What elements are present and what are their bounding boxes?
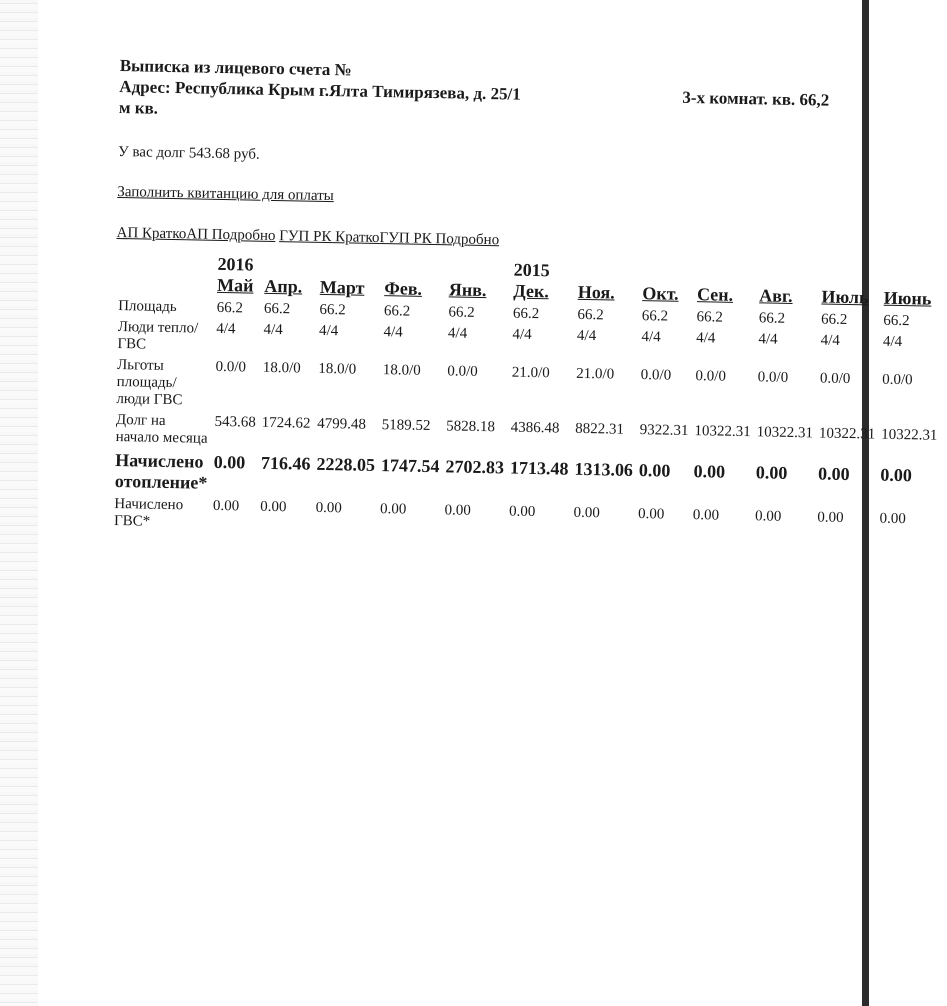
table-cell: 1724.62	[261, 414, 311, 432]
month-header	[756, 262, 819, 309]
month-header	[575, 259, 640, 306]
row-label: Начислено ГВС*	[113, 495, 184, 530]
table-cell: 8822.31	[575, 420, 625, 438]
table-cell: 21.0/0	[511, 364, 550, 382]
table-cell: 4/4	[263, 321, 283, 339]
month-header	[510, 258, 575, 305]
table-cell: 543.68	[214, 413, 256, 431]
table-cell: 66.2	[883, 312, 910, 330]
table-cell: 0.00	[754, 508, 782, 525]
month-link[interactable]: Авг.	[759, 285, 793, 306]
table-cell: 0.0/0	[819, 370, 851, 388]
gup-rk-detailed-link[interactable]: ГУП РК Подробно	[379, 230, 500, 249]
month-header	[881, 265, 944, 312]
table-cell: 4/4	[318, 322, 339, 340]
table-cell: 0.00	[379, 501, 407, 518]
table-cell: 4386.48	[510, 419, 560, 437]
table-cell: 10322.31	[818, 425, 876, 443]
table-cell: 5828.18	[446, 418, 496, 436]
month-header	[694, 261, 757, 308]
table-cell: 66.2	[383, 303, 411, 320]
address-line: Адрес: Республика Крым г.Ялта Тимирязева, д. 25/1	[119, 76, 521, 104]
table-cell: 10322.31	[756, 424, 814, 442]
table-cell: 0.00	[880, 464, 913, 486]
scan-shadow-left	[0, 0, 38, 1006]
table-cell: 66.2	[216, 299, 244, 317]
table-cell: 5189.52	[381, 417, 431, 435]
table-cell: 0.00	[444, 502, 472, 519]
fill-receipt-link[interactable]: Заполнить квитанцию для оплаты	[117, 183, 334, 205]
row-label: Льготы площадь/ люди ГВС	[116, 357, 183, 409]
row-label: Начислено отопление*	[114, 449, 208, 493]
month-header	[639, 260, 695, 307]
debt-notice: У вас долг 543.68 руб.	[117, 143, 260, 163]
table-cell: 0.00	[817, 463, 850, 485]
table-cell: 18.0/0	[382, 362, 421, 379]
table-cell: 18.0/0	[262, 359, 301, 377]
month-link[interactable]: Май	[216, 274, 254, 296]
table-cell: 66.2	[696, 309, 724, 326]
table-cell: 0.0/0	[640, 367, 672, 384]
statement-title: Выписка из лицевого счета №	[119, 55, 352, 80]
month-link[interactable]: Сен.	[696, 284, 734, 305]
table-cell: 0.0/0	[215, 358, 247, 376]
table-cell: 0.00	[692, 507, 720, 524]
table-cell: 0.0/0	[695, 368, 727, 385]
month-header	[381, 255, 446, 302]
table-cell: 4/4	[758, 331, 778, 348]
table-cell: 0.00	[259, 498, 287, 516]
year-label: 2016	[217, 253, 254, 275]
table-cell: 0.00	[508, 503, 536, 521]
table-cell: 66.2	[263, 300, 291, 318]
table-cell: 66.2	[448, 304, 475, 321]
table-cell: 1313.06	[574, 458, 634, 480]
month-link[interactable]: Фев.	[384, 278, 423, 299]
apartment-info: 3-х комнат. кв. 66,2	[682, 87, 830, 110]
table-cell: 0.00	[879, 510, 906, 528]
table-cell: 1713.48	[509, 457, 569, 479]
table-cell: 4/4	[882, 333, 903, 351]
table-cell: 4/4	[641, 329, 661, 346]
table-cell: 21.0/0	[576, 365, 615, 383]
month-link[interactable]: Янв.	[448, 279, 487, 301]
table-cell: 4/4	[696, 330, 716, 347]
table-cell: 2228.05	[316, 453, 376, 475]
row-label: Площадь	[118, 298, 177, 316]
table-cell: 0.00	[637, 506, 665, 523]
statement-sheet	[111, 55, 938, 546]
ap-detailed-link[interactable]: АП Подробно	[186, 226, 276, 245]
table-cell: 4/4	[512, 326, 532, 343]
table-cell: 0.00	[315, 499, 343, 517]
row-label: Люди тепло/ГВС	[117, 319, 199, 353]
table-cell: 66.2	[758, 310, 786, 327]
table-cell: 2702.83	[445, 456, 505, 478]
table-cell: 9322.31	[639, 422, 689, 439]
month-link[interactable]: Июнь	[883, 287, 932, 309]
table-cell: 0.0/0	[882, 371, 913, 389]
table-cell: 4/4	[383, 324, 403, 341]
table-cell: 0.00	[638, 460, 671, 481]
table-cell: 66.2	[577, 306, 604, 324]
table-cell: 4/4	[216, 320, 236, 338]
account-table	[111, 250, 944, 548]
month-link[interactable]: Дек.	[513, 280, 550, 302]
month-link[interactable]: Март	[319, 276, 365, 298]
table-cell: 10322.31	[880, 426, 938, 444]
month-link[interactable]: Апр.	[264, 275, 303, 297]
ap-brief-link[interactable]: АП Кратко	[116, 224, 187, 243]
table-cell: 18.0/0	[318, 360, 357, 378]
area-unit: м кв.	[118, 97, 159, 118]
row-label: Долг на начало месяца	[115, 411, 208, 447]
table-cell: 0.00	[212, 497, 240, 515]
row-label-header	[115, 250, 214, 298]
table-cell: 66.2	[641, 308, 669, 325]
month-header	[214, 252, 262, 299]
month-header	[818, 263, 881, 310]
table-cell: 4799.48	[317, 415, 367, 433]
table-cell: 66.2	[319, 301, 346, 319]
year-label: 2015	[513, 259, 550, 281]
table-cell: 4/4	[576, 327, 597, 345]
month-link[interactable]: Ноя.	[577, 281, 615, 303]
month-link[interactable]: Июль	[821, 286, 869, 308]
month-header	[261, 253, 317, 300]
table-cell: 716.46	[260, 452, 311, 474]
month-link[interactable]: Окт.	[642, 283, 679, 304]
table-cell: 1747.54	[380, 455, 440, 477]
table-cell: 10322.31	[694, 423, 751, 441]
month-header	[446, 256, 511, 303]
account-table-body	[111, 296, 943, 548]
report-links	[116, 225, 826, 256]
table-cell: 0.0/0	[757, 369, 789, 386]
table-cell: 0.00	[573, 504, 600, 522]
table-cell: 66.2	[512, 305, 540, 323]
table-cell: 66.2	[820, 311, 848, 329]
table-cell: 4/4	[820, 332, 841, 349]
table-cell: 0.00	[693, 461, 726, 482]
table-cell: 0.0/0	[447, 363, 478, 380]
table-cell: 0.00	[213, 451, 246, 473]
table-cell: 0.00	[817, 509, 844, 526]
table-cell: 4/4	[447, 325, 468, 342]
table-cell: 0.00	[755, 462, 788, 483]
gup-rk-brief-link[interactable]: ГУП РК Кратко	[279, 228, 380, 247]
month-header	[317, 254, 382, 301]
